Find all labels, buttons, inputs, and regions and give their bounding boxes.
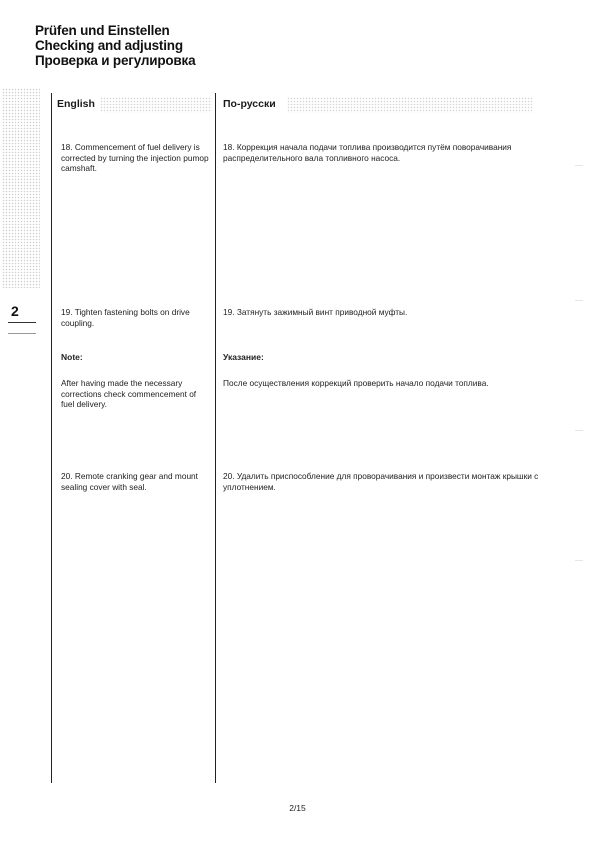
page-number: 2/15	[289, 803, 306, 813]
step-19-russian: 19. Затянуть зажимный винт приводной муфты.	[223, 307, 408, 317]
title-russian: Проверка и регулировка	[35, 53, 196, 68]
header-texture-russian	[287, 97, 533, 113]
note-label-english: Note:	[61, 352, 83, 362]
step-18-english: 18. Commencement of fuel delivery is corrected by turning the injection pumop camshaft.	[61, 142, 209, 173]
margin-tick	[575, 165, 583, 166]
step-18-russian: 18. Коррекция начала подачи топлива производится путём поворачивания распределительного вала топливного насоса.	[223, 142, 512, 163]
step-19-english: 19. Tighten fastening bolts on drive coupling.	[61, 307, 190, 328]
header-texture-english	[100, 97, 212, 113]
note-text-english: After having made the necessary corrections check commencement of fuel delivery.	[61, 378, 197, 409]
note-label-russian: Указание:	[223, 352, 264, 362]
title-german: Prüfen und Einstellen	[35, 23, 170, 38]
step-20-russian: 20. Удалить приспособление для проворачивания и произвести монтаж крышки с уплотнением.	[223, 471, 539, 492]
margin-tick	[575, 430, 583, 431]
left-column-rule	[51, 93, 52, 783]
chapter-marker-rule	[8, 322, 36, 323]
page-title	[35, 23, 195, 68]
column-header-russian: По-русски	[223, 98, 276, 110]
column-header-english: English	[57, 98, 95, 110]
margin-halftone-texture	[2, 88, 40, 288]
step-20-english: 20. Remote cranking gear and mount sealing cover with seal.	[61, 471, 198, 492]
column-divider	[215, 93, 216, 783]
title-english: Checking and adjusting	[35, 38, 183, 53]
chapter-marker-rule	[8, 333, 36, 334]
note-text-russian: После осуществления коррекций проверить начало подачи топлива.	[223, 378, 489, 388]
margin-tick	[575, 560, 583, 561]
margin-tick	[575, 300, 583, 301]
chapter-number: 2	[11, 303, 19, 319]
